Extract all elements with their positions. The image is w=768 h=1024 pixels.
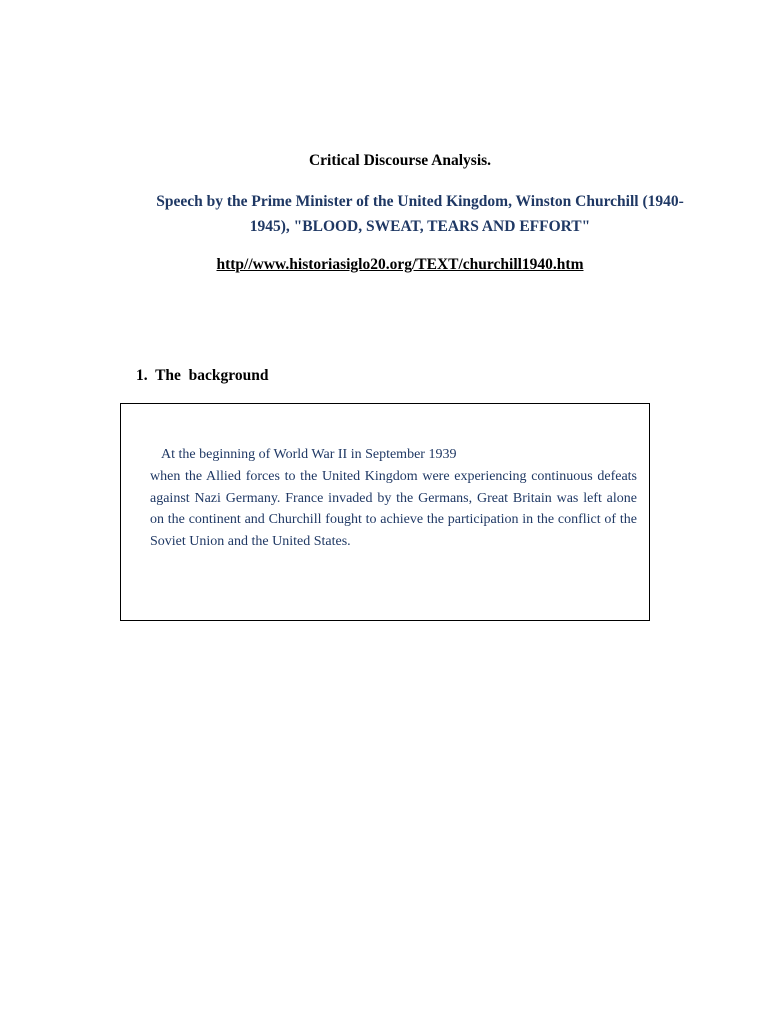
source-link[interactable]: http//www.historiasiglo20.org/TEXT/churchill1940.htm [216, 256, 584, 273]
background-paragraph: when the Allied forces to the United Kingdom were experiencing continuous defeats against Nazi Germany. France invaded by the Germans, Great Britain was left alone on the continent and Churchill fought to achieve the participation in the conflict of the Soviet Union and the United States. [150, 469, 637, 549]
document-subtitle: Speech by the Prime Minister of the United Kingdom, Winston Churchill (1940-1945), "BLOOD, SWEAT, TEARS AND EFFORT" [156, 193, 684, 235]
section-heading-background: 1. The background [136, 367, 269, 384]
background-text-box [120, 403, 650, 621]
document-title: Critical Discourse Analysis. [308, 152, 492, 169]
background-first-line: At the beginning of World War II in September 1939 [161, 447, 457, 462]
